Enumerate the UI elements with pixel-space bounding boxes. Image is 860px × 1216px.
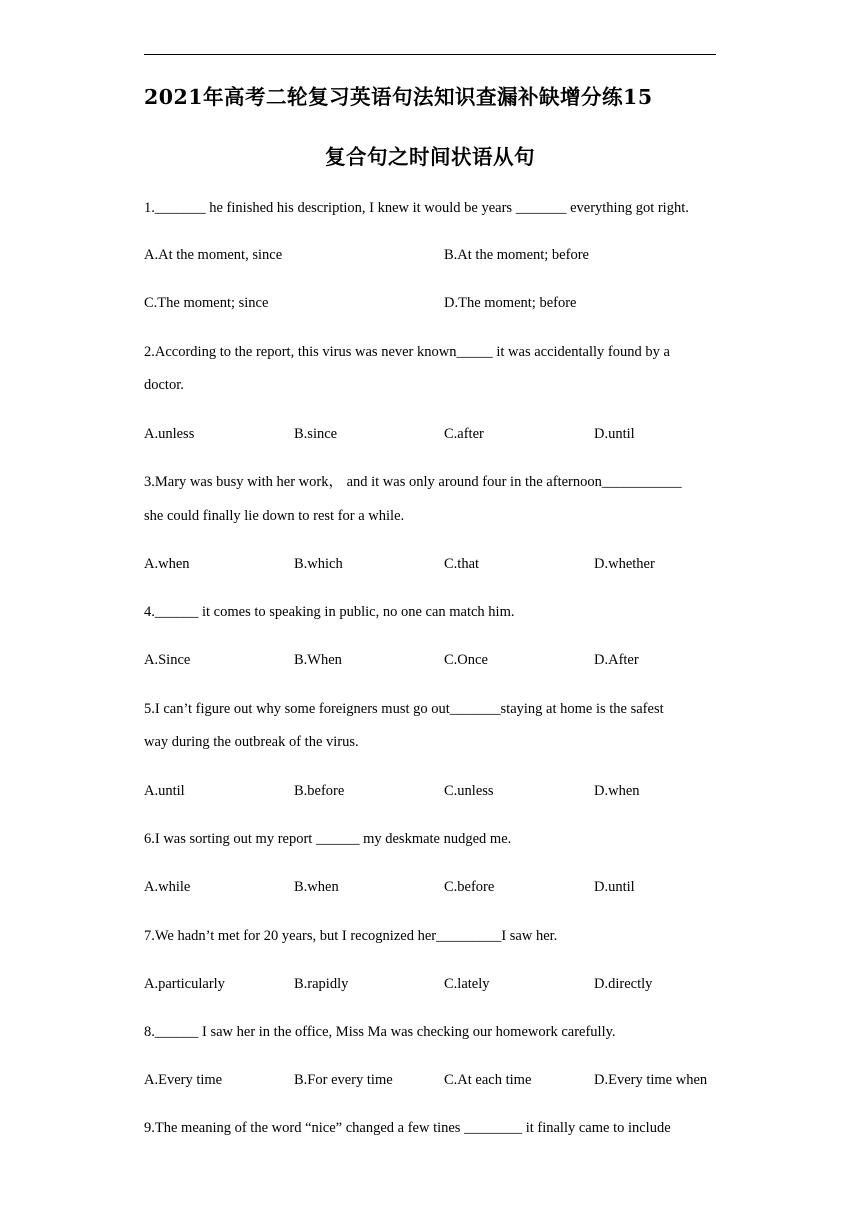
question-3-option-d: D.whether: [594, 556, 655, 572]
question-6-option-c: C.before: [444, 879, 495, 895]
question-3-text-cont: she could finally lie down to rest for a while.: [144, 508, 405, 524]
question-8-option-c: C.At each time: [444, 1072, 532, 1088]
question-3-text: 3.Mary was busy with her work， and it was only around four in the afternoon___________: [144, 474, 682, 490]
question-5-option-d: D.when: [594, 783, 640, 799]
question-1-option-c: C.The moment; since: [144, 295, 269, 311]
question-7-option-d: D.directly: [594, 976, 653, 992]
question-5-text: 5.I can’t figure out why some foreigners must go out_______staying at home is the safest: [144, 701, 664, 717]
question-3-option-a: A.when: [144, 556, 190, 572]
question-5-option-a: A.until: [144, 783, 185, 799]
question-3-option-c: C.that: [444, 556, 480, 572]
question-1-option-a: A.At the moment, since: [144, 247, 283, 263]
header-rule: [144, 54, 716, 55]
question-2-option-a: A.unless: [144, 426, 195, 442]
question-2-text: 2.According to the report, this virus was never known_____ it was accidentally found by a: [144, 344, 670, 360]
question-2-text-cont: doctor.: [144, 377, 184, 393]
question-4-option-b: B.When: [294, 652, 342, 668]
question-5-text-cont: way during the outbreak of the virus.: [144, 734, 359, 750]
question-8-option-a: A.Every time: [144, 1072, 223, 1088]
question-8-text: 8.______ I saw her in the office, Miss Ma was checking our homework carefully.: [144, 1024, 616, 1040]
question-1-option-b: B.At the moment; before: [444, 247, 589, 263]
question-5-option-b: B.before: [294, 783, 345, 799]
title-line-2: 复合句之时间状语从句: [325, 145, 535, 169]
question-8-option-b: B.For every time: [294, 1072, 393, 1088]
title-line-1: 2021年高考二轮复习英语句法知识查漏补缺增分练15: [144, 85, 653, 109]
question-2-option-c: C.after: [444, 426, 484, 442]
question-6-option-b: B.when: [294, 879, 339, 895]
question-1-option-d: D.The moment; before: [444, 295, 577, 311]
question-4-option-c: C.Once: [444, 652, 488, 668]
question-2-option-d: D.until: [594, 426, 635, 442]
question-5-option-c: C.unless: [444, 783, 494, 799]
question-6-text: 6.I was sorting out my report ______ my deskmate nudged me.: [144, 831, 512, 847]
question-3-option-b: B.which: [294, 556, 343, 572]
question-7-text: 7.We hadn’t met for 20 years, but I recognized her_________I saw her.: [144, 928, 558, 944]
question-9-text: 9.The meaning of the word “nice” changed a few tines ________ it finally came to include: [144, 1120, 671, 1136]
question-2-option-b: B.since: [294, 426, 338, 442]
question-7-option-a: A.particularly: [144, 976, 225, 992]
question-6-option-d: D.until: [594, 879, 635, 895]
question-8-option-d: D.Every time when: [594, 1072, 708, 1088]
question-1-text: 1._______ he finished his description, I knew it would be years _______ everything got right.: [144, 200, 689, 216]
question-7-option-c: C.lately: [444, 976, 490, 992]
question-4-option-d: D.After: [594, 652, 639, 668]
question-7-option-b: B.rapidly: [294, 976, 349, 992]
question-6-option-a: A.while: [144, 879, 191, 895]
question-4-option-a: A.Since: [144, 652, 191, 668]
question-4-text: 4.______ it comes to speaking in public, no one can match him.: [144, 604, 515, 620]
